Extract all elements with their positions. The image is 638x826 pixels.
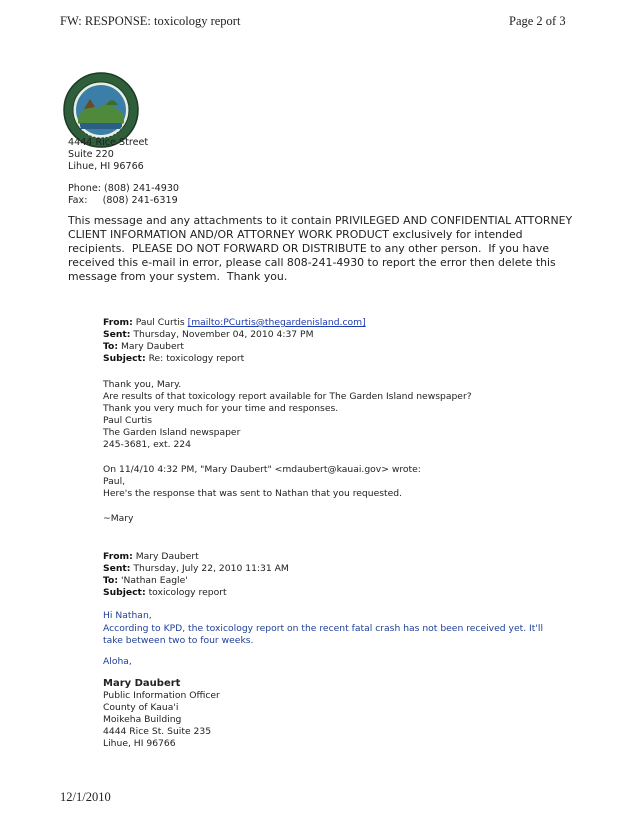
body-line: Paul Curtis [103,415,153,426]
sent-date: Thursday, July 22, 2010 11:31 AM [133,563,289,574]
quote-line: Here's the response that was sent to Nathan that you requested. [103,488,403,499]
email1-subject [103,353,366,365]
email1-to [103,341,366,353]
body-line: 245-3681, ext. 224 [103,439,191,450]
signature-line: Moikeha Building [103,714,182,725]
body-line: Are results of that toxicology report available for The Garden Island newspaper? [103,391,472,402]
address-line-1: 4444 Rice Street [68,137,149,148]
email2-body [103,623,543,647]
mailto-link[interactable]: [mailto:PCurtis@thegardenisland.com] [187,317,366,328]
email1-signoff: ~Mary [103,513,134,524]
email2-sent [103,563,289,575]
body-line: take between two to four weeks. [103,635,254,646]
signature-line: Public Information Officer [103,690,220,701]
page-number: Page 2 of 3 [509,14,566,28]
disclaimer-line: message from your system. Thank you. [68,270,288,283]
disclaimer-line: This message and any attachments to it contain PRIVILEGED AND CONFIDENTIAL ATTORNEY [68,214,573,227]
email2-greeting: Hi Nathan, [103,610,152,621]
body-line: According to KPD, the toxicology report on the recent fatal crash has not been received yet. It'll [103,623,543,634]
email1-body [103,379,472,451]
disclaimer-line: recipients. PLEASE DO NOT FORWARD OR DISTRIBUTE to any other person. If you have [68,242,550,255]
footer-date: 12/1/2010 [60,790,111,804]
email2-header [103,551,289,599]
to-recipient: Mary Daubert [120,341,185,352]
address-line-2: Suite 220 [68,149,114,160]
email1-quote [103,464,421,500]
from-name: Mary Daubert [135,551,199,562]
email2-from [103,551,289,563]
disclaimer-line: received this e-mail in error, please call 808-241-4930 to report the error then delete this [68,256,556,269]
signature-name: Mary Daubert [103,678,181,689]
sent-label: Sent: [103,563,131,574]
to-label: To: [103,575,119,586]
signature-line: Lihue, HI 96766 [103,738,176,749]
sent-label: Sent: [103,329,131,340]
email1-from [103,317,366,329]
confidentiality-disclaimer [68,214,572,284]
subject-label: Subject: [103,353,146,364]
from-label: From: [103,317,133,328]
sent-date: Thursday, November 04, 2010 4:37 PM [133,329,314,340]
to-label: To: [103,341,119,352]
subject-text: Re: toxicology report [148,353,245,364]
email2-to [103,575,289,587]
email2-signature [103,678,220,750]
fax-number: Fax: (808) 241-6319 [68,195,178,206]
address-line-3: Lihue, HI 96766 [68,161,144,172]
email1-sent [103,329,366,341]
from-label: From: [103,551,133,562]
subject-label: Subject: [103,587,146,598]
to-recipient: 'Nathan Eagle' [120,575,188,586]
phone-number: Phone: (808) 241-4930 [68,183,180,194]
email1-header [103,317,366,365]
email2-closing: Aloha, [103,656,132,667]
from-name: Paul Curtis [135,317,185,328]
quote-line: On 11/4/10 4:32 PM, "Mary Daubert" <mdaubert@kauai.gov> wrote: [103,464,421,475]
subject-text: toxicology report [148,587,227,598]
signature-line: County of Kaua'i [103,702,179,713]
signature-line: 4444 Rice St. Suite 235 [103,726,212,737]
body-line: The Garden Island newspaper [103,427,241,438]
quote-line: Paul, [103,476,126,487]
body-line: Thank you very much for your time and responses. [103,403,339,414]
email2-subject [103,587,289,599]
disclaimer-line: CLIENT INFORMATION AND/OR ATTORNEY WORK PRODUCT exclusively for intended [68,228,523,241]
body-line: Thank you, Mary. [103,379,182,390]
document-title: FW: RESPONSE: toxicology report [60,14,241,28]
